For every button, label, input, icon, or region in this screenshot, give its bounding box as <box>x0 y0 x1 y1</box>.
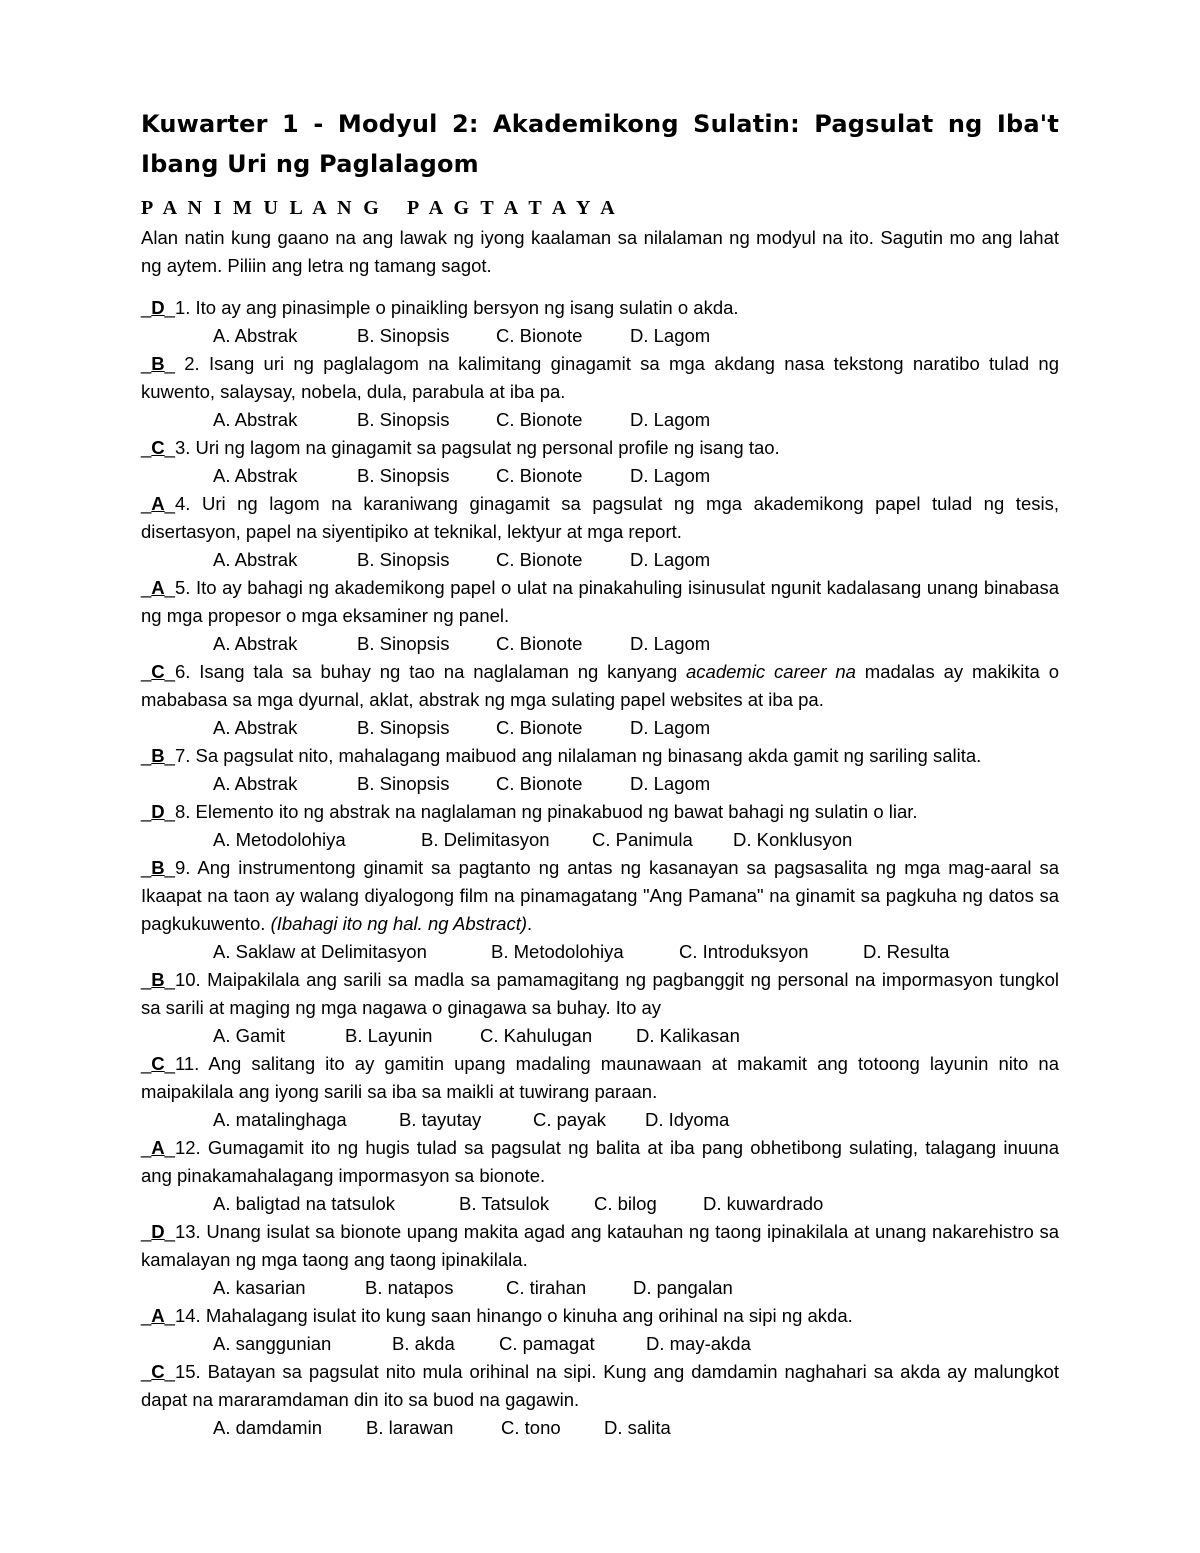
option: C. bilog <box>594 1193 657 1214</box>
answer-mark: D <box>151 801 165 822</box>
option: D. may-akda <box>646 1333 751 1354</box>
option-row <box>141 322 1059 350</box>
option-row <box>141 1274 1059 1302</box>
question-text: madalas ay makikita o mababasa sa mga dyurnal, aklat, abstrak ng mga sulating papel websites at iba pa. <box>141 661 1059 710</box>
option: C. Bionote <box>496 633 583 654</box>
question-item: _A_4. Uri ng lagom na karaniwang ginagamit sa pagsulat ng mga akademikong papel tulad ng tesis, disertasyon, papel na siyentipiko at teknikal, lektyur at mga report. <box>141 493 1059 542</box>
option: A. Abstrak <box>213 465 298 486</box>
option-row <box>141 1414 1059 1442</box>
question-item: _A_12. Gumagamit ito ng hugis tulad sa pagsulat ng balita at iba pang obhetibong sulating, talagang inuuna ang pinakamahalagang impormasyon sa bionote. <box>141 1137 1059 1186</box>
instructions: Alan natin kung gaano na ang lawak ng iyong kaalaman sa nilalaman ng modyul na ito. Sagutin mo ang lahat ng aytem. Piliin ang letra ng tamang sagot. <box>141 227 1059 276</box>
answer-mark: A <box>151 493 165 514</box>
option: C. pamagat <box>499 1333 595 1354</box>
answer-mark: B <box>151 745 165 766</box>
question-text: Gumagamit ito ng hugis tulad sa pagsulat ng balita at iba pang obhetibong sulating, talagang inuuna ang pinakamahalagang impormasyon sa bionote. <box>141 1137 1059 1186</box>
answer-mark: C <box>151 437 165 458</box>
answer-mark: C <box>151 661 165 682</box>
question-text: Ito ay ang pinasimple o pinaikling bersyon ng isang sulatin o akda. <box>195 297 739 318</box>
option: B. larawan <box>366 1417 454 1438</box>
module-title: Kuwarter 1 - Modyul 2: Akademikong Sulatin: Pagsulat ng Iba't Ibang Uri ng Paglalagom <box>141 110 1059 178</box>
option: D. Lagom <box>630 717 711 738</box>
option-row <box>141 938 1059 966</box>
question-item: _B_7. Sa pagsulat nito, mahalagang maibuod ang nilalaman ng binasang akda gamit ng sariling salita. <box>141 745 982 766</box>
question-item: _C_3. Uri ng lagom na ginagamit sa pagsulat ng personal profile ng isang tao. <box>141 437 780 458</box>
option-row <box>141 1022 1059 1050</box>
option: D. kuwardrado <box>703 1193 824 1214</box>
answer-mark: C <box>151 1361 165 1382</box>
section-heading: P A N I M U L A N G P A G T A T A Y A <box>141 197 618 219</box>
option: D. Lagom <box>630 633 711 654</box>
question-item: _C_11. Ang salitang ito ay gamitin upang madaling maunawaan at makamit ang totoong layunin nito na maipakilala ang iyong sarili sa iba sa maikli at tuwirang paraan. <box>141 1053 1059 1102</box>
option-row <box>141 1106 1059 1134</box>
option: C. Bionote <box>496 325 583 346</box>
option: B. Sinopsis <box>357 549 450 570</box>
option: B. Metodolohiya <box>491 941 624 962</box>
question-text: Isang uri ng paglalagom na kalimitang ginagamit sa mga akdang nasa tekstong naratibo tulad ng kuwento, salaysay, nobela, dula, parabula at iba pa. <box>141 353 1060 402</box>
option: C. Kahulugan <box>480 1025 593 1046</box>
option: B. Sinopsis <box>357 633 450 654</box>
option: C. tono <box>501 1417 561 1438</box>
question-text: Isang tala sa buhay ng tao na naglalaman ng kanyang <box>199 661 686 682</box>
option: A. Abstrak <box>213 633 298 654</box>
question-text: Batayan sa pagsulat nito mula orihinal na sipi. Kung ang damdamin naghahari sa akda ay malungkot dapat na mararamdaman din ito sa buod na gagawin. <box>141 1361 1059 1410</box>
option: C. tirahan <box>506 1277 587 1298</box>
question-item: _B_9. Ang instrumentong ginamit sa pagtanto ng antas ng kasanayan sa pagsasalita ng mga mag-aaral sa Ikaapat na taon ay walang diyalogong film na pinamagatang "Ang Pamana" na ginamit sa pagkuha ng datos sa pagkukuwento. (Ibahagi ito ng hal. ng Abstract). <box>141 857 1060 934</box>
option: C. Introduksyon <box>679 941 809 962</box>
option: B. natapos <box>365 1277 454 1298</box>
question-item: _B_ 2. Isang uri ng paglalagom na kalimitang ginagamit sa mga akdang nasa tekstong naratibo tulad ng kuwento, salaysay, nobela, dula, parabula at iba pa. <box>141 353 1060 402</box>
option: A. kasarian <box>213 1277 306 1298</box>
answer-mark: B <box>151 969 165 990</box>
question-item: _A_5. Ito ay bahagi ng akademikong papel o ulat na pinakahuling isinusulat ngunit kadalasang unang binabasa ng mga propesor o mga eksaminer ng panel. <box>141 577 1060 626</box>
option: D. Idyoma <box>645 1109 730 1130</box>
answer-mark: B <box>151 857 165 878</box>
option-row <box>141 1190 1059 1218</box>
question-item: _D_8. Elemento ito ng abstrak na naglalaman ng pinakabuod ng bawat bahagi ng sulatin o liar. <box>141 801 918 822</box>
option-row <box>141 546 1059 574</box>
question-text: Uri ng lagom na ginagamit sa pagsulat ng personal profile ng isang tao. <box>195 437 780 458</box>
answer-mark: D <box>151 1221 165 1242</box>
option: A. Saklaw at Delimitasyon <box>213 941 427 962</box>
option: C. Bionote <box>496 409 583 430</box>
answer-mark: B <box>151 353 165 374</box>
option: D. pangalan <box>633 1277 733 1298</box>
question-list <box>141 294 1059 1442</box>
question-text: Mahalagang isulat ito kung saan hinango o kinuha ang orihinal na sipi ng akda. <box>205 1305 853 1326</box>
option: D. Lagom <box>630 773 711 794</box>
option: B. Delimitasyon <box>421 829 550 850</box>
option: D. Lagom <box>630 465 711 486</box>
option: C. Bionote <box>496 773 583 794</box>
option-row <box>141 826 1059 854</box>
option-row <box>141 462 1059 490</box>
option: C. Panimula <box>592 829 693 850</box>
question-text: Ang instrumentong ginamit sa pagtanto ng antas ng kasanayan sa pagsasalita ng mga mag-aaral sa Ikaapat na taon ay walang diyalogong film na pinamagatang "Ang Pamana" na ginamit sa pagkuha ng datos sa pagkukuwento. <box>141 857 1060 934</box>
option-row <box>141 1330 1059 1358</box>
option: B. Sinopsis <box>357 325 450 346</box>
option: C. Bionote <box>496 549 583 570</box>
option: C. payak <box>533 1109 607 1130</box>
option: A. Abstrak <box>213 409 298 430</box>
option: C. Bionote <box>496 465 583 486</box>
option: D. Kalikasan <box>636 1025 740 1046</box>
option-row <box>141 770 1059 798</box>
option: B. Sinopsis <box>357 717 450 738</box>
option: D. salita <box>604 1417 671 1438</box>
question-text: Maipakilala ang sarili sa madla sa pamamagitang ng pagbanggit ng personal na impormasyon tungkol sa sarili at maging ng mga nagawa o ginagawa sa buhay. Ito ay <box>141 969 1059 1018</box>
answer-mark: A <box>151 577 165 598</box>
option: A. Metodolohiya <box>213 829 346 850</box>
option: A. Abstrak <box>213 325 298 346</box>
question-text: Sa pagsulat nito, mahalagang maibuod ang nilalaman ng binasang akda gamit ng sariling salita. <box>195 745 982 766</box>
option: A. Abstrak <box>213 549 298 570</box>
question-item: _C_6. Isang tala sa buhay ng tao na naglalaman ng kanyang academic career na madalas ay makikita o mababasa sa mga dyurnal, aklat, abstrak ng mga sulating papel websites at iba pa. <box>141 661 1059 710</box>
option: B. Sinopsis <box>357 465 450 486</box>
option: B. Sinopsis <box>357 773 450 794</box>
option: A. sanggunian <box>213 1333 332 1354</box>
question-item: _C_15. Batayan sa pagsulat nito mula orihinal na sipi. Kung ang damdamin naghahari sa akda ay malungkot dapat na mararamdaman din ito sa buod na gagawin. <box>141 1361 1059 1410</box>
answer-mark: A <box>151 1137 165 1158</box>
question-item: _B_10. Maipakilala ang sarili sa madla sa pamamagitang ng pagbanggit ng personal na impormasyon tungkol sa sarili at maging ng mga nagawa o ginagawa sa buhay. Ito ay <box>141 969 1059 1018</box>
question-item: _A_14. Mahalagang isulat ito kung saan hinango o kinuha ang orihinal na sipi ng akda. <box>141 1305 853 1326</box>
option: D. Lagom <box>630 409 711 430</box>
option: D. Konklusyon <box>733 829 853 850</box>
option: B. Layunin <box>345 1025 433 1046</box>
question-text: . <box>527 913 533 934</box>
option-row <box>141 630 1059 658</box>
question-text: Unang isulat sa bionote upang makita agad ang katauhan ng taong ipinakilala at unang nakarehistro sa kamalayan ng mga taong ang taong ipinakilala. <box>141 1221 1059 1270</box>
option: D. Lagom <box>630 549 711 570</box>
option: B. Sinopsis <box>357 409 450 430</box>
answer-mark: C <box>151 1053 165 1074</box>
option: A. Abstrak <box>213 717 298 738</box>
question-text: Uri ng lagom na karaniwang ginagamit sa pagsulat ng mga akademikong papel tulad ng tesis, disertasyon, papel na siyentipiko at teknikal, lektyur at mga report. <box>141 493 1059 542</box>
option: B. akda <box>392 1333 455 1354</box>
option: A. Abstrak <box>213 773 298 794</box>
option: A. matalinghaga <box>213 1109 347 1130</box>
answer-mark: A <box>151 1305 165 1326</box>
question-text: Ito ay bahagi ng akademikong papel o ulat na pinakahuling isinusulat ngunit kadalasang unang binabasa ng mga propesor o mga eksaminer ng panel. <box>141 577 1060 626</box>
question-text-italic: academic career na <box>686 661 856 682</box>
question-item: _D_1. Ito ay ang pinasimple o pinaikling bersyon ng isang sulatin o akda. <box>141 297 739 318</box>
question-text: Elemento ito ng abstrak na naglalaman ng pinakabuod ng bawat bahagi ng sulatin o liar. <box>195 801 918 822</box>
option-row <box>141 714 1059 742</box>
answer-mark: D <box>151 297 165 318</box>
option: A. damdamin <box>213 1417 322 1438</box>
option: A. Gamit <box>213 1025 285 1046</box>
question-text: Ang salitang ito ay gamitin upang madaling maunawaan at makamit ang totoong layunin nito na maipakilala ang iyong sarili sa iba sa maikli at tuwirang paraan. <box>141 1053 1059 1102</box>
option: D. Lagom <box>630 325 711 346</box>
question-item: _D_13. Unang isulat sa bionote upang makita agad ang katauhan ng taong ipinakilala at unang nakarehistro sa kamalayan ng mga taong ang taong ipinakilala. <box>141 1221 1059 1270</box>
option: D. Resulta <box>863 941 950 962</box>
option: C. Bionote <box>496 717 583 738</box>
option: A. baligtad na tatsulok <box>213 1193 396 1214</box>
option: B. tayutay <box>399 1109 482 1130</box>
option-row <box>141 406 1059 434</box>
option: B. Tatsulok <box>459 1193 550 1214</box>
question-text-italic: (Ibahagi ito ng hal. ng Abstract) <box>270 913 528 934</box>
